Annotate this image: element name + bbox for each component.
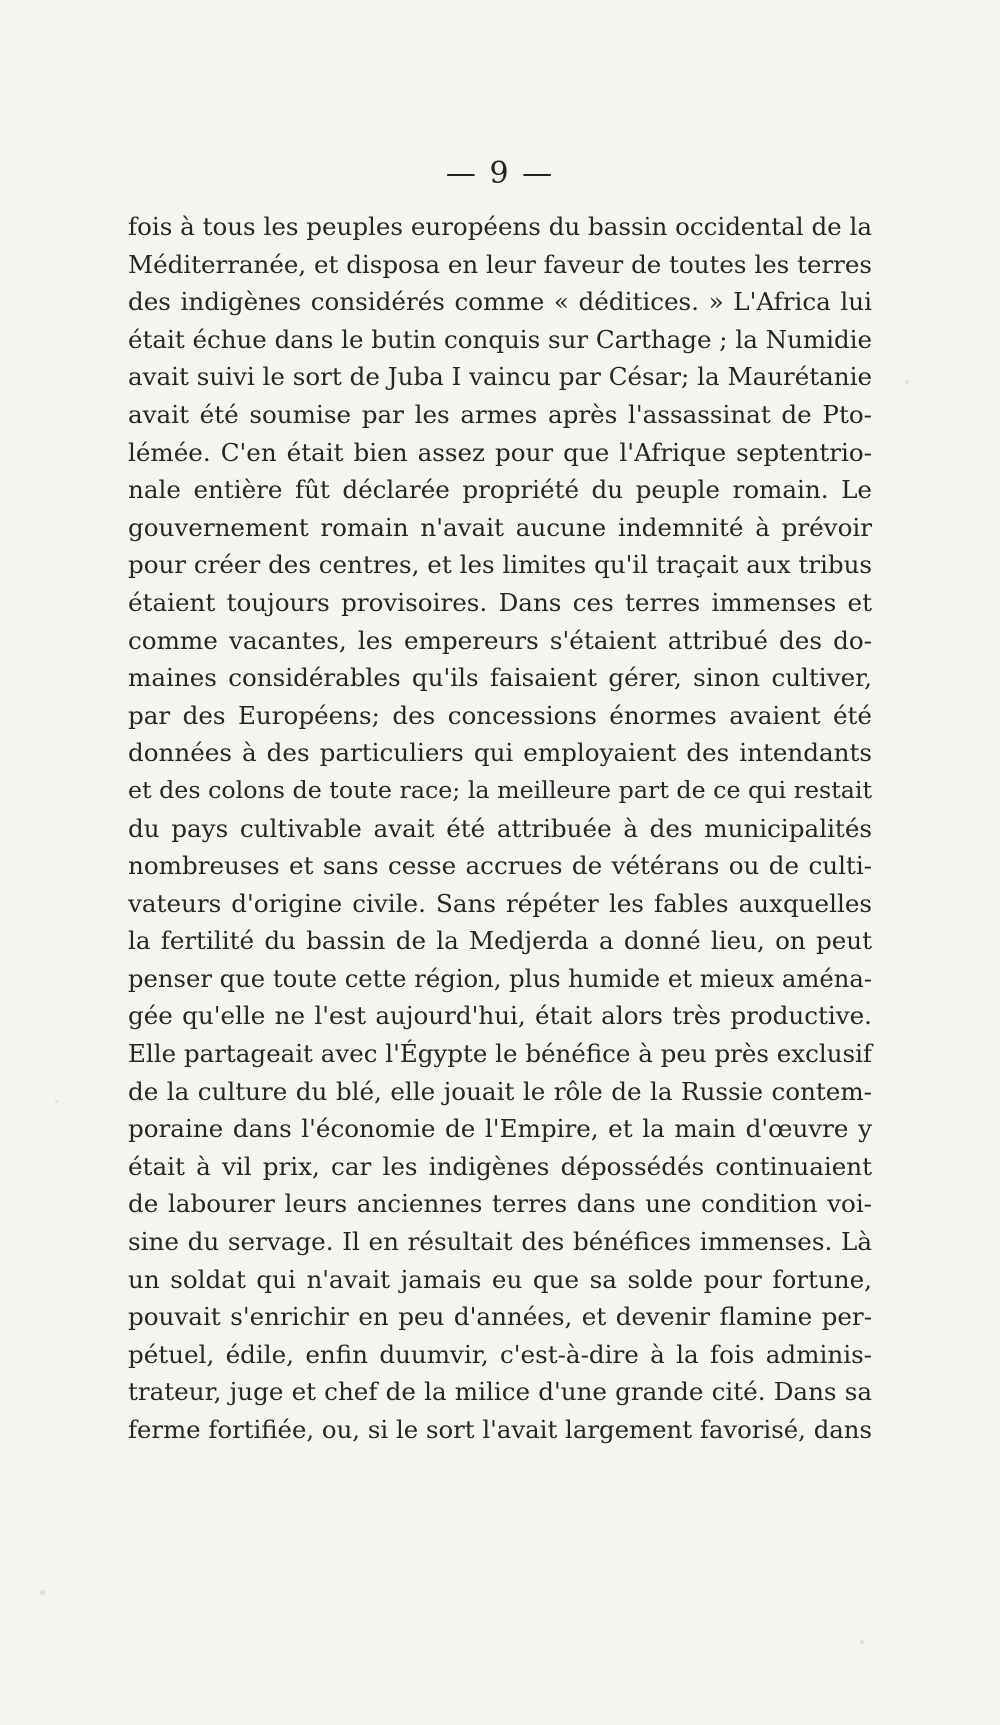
text-line: penser que toute cette région, plus humide et mieux aména- [128,963,872,993]
text-line: gée qu'elle ne l'est aujourd'hui, était alors très productive. [128,1001,872,1031]
text-line: trateur, juge et chef de la milice d'une grande cité. Dans sa [128,1377,872,1407]
text-line: maines considérables qu'ils faisaient gérer, sinon cultiver, [128,663,872,693]
text-line: nale entière fût déclarée propriété du peuple romain. Le [128,475,872,505]
text-line: du pays cultivable avait été attribuée à des municipalités [128,813,872,843]
text-line: pour créer des centres, et les limites qu'il traçait aux tribus [128,550,872,580]
text-line: données à des particuliers qui employaient des intendants [128,738,872,768]
text-line: avait été soumise par les armes après l'assassinat de Pto- [128,399,872,429]
text-line: Méditerranée, et disposa en leur faveur de toutes les terres [128,249,872,279]
text-line: ferme fortifiée, ou, si le sort l'avait largement favorisé, dans [128,1415,872,1444]
text-line: de la culture du blé, elle jouait le rôle de la Russie contem- [128,1076,872,1106]
text-line: était à vil prix, car les indigènes dépossédés continuaient [128,1151,872,1181]
text-line: des indigènes considérés comme « déditices. » L'Africa lui [128,287,872,317]
text-line: comme vacantes, les empereurs s'étaient attribué des do- [128,625,872,655]
text-line: nombreuses et sans cesse accrues de vétérans ou de culti- [128,851,872,881]
text-line: et des colons de toute race; la meilleure part de ce qui restait [128,775,872,804]
paper-speck [55,1100,58,1103]
text-line: lémée. C'en était bien assez pour que l'Afrique septentrio- [128,437,872,467]
text-line: gouvernement romain n'avait aucune indemnité à prévoir [128,512,872,542]
text-line: Elle partageait avec l'Égypte le bénéfice à peu près exclusif [128,1039,872,1069]
text-line: avait suivi le sort de Juba I vaincu par César; la Maurétanie [128,362,872,392]
text-line: sine du servage. Il en résultait des bénéfices immenses. Là [128,1227,872,1257]
text-line: était échue dans le butin conquis sur Carthage ; la Numidie [128,324,872,354]
paper-speck [905,380,909,384]
body-text [128,208,872,1449]
page-number: — 9 — [445,156,555,191]
paper-speck [860,1640,864,1644]
paper-speck [40,1590,45,1595]
text-line: vateurs d'origine civile. Sans répéter les fables auxquelles [128,888,872,918]
text-line: de labourer leurs anciennes terres dans une condition voi- [128,1189,872,1219]
text-line: par des Européens; des concessions énormes avaient été [128,700,872,730]
text-line: un soldat qui n'avait jamais eu que sa solde pour fortune, [128,1264,872,1294]
text-line: pouvait s'enrichir en peu d'années, et devenir flamine per- [128,1302,872,1332]
text-line: poraine dans l'économie de l'Empire, et la main d'œuvre y [128,1114,872,1144]
text-line: étaient toujours provisoires. Dans ces terres immenses et [128,587,872,617]
text-line: fois à tous les peuples européens du bassin occidental de la [128,212,872,241]
text-line: la fertilité du bassin de la Medjerda a donné lieu, on peut [128,926,872,956]
text-line: pétuel, édile, enfin duumvir, c'est-à-dire à la fois adminis- [128,1339,872,1369]
